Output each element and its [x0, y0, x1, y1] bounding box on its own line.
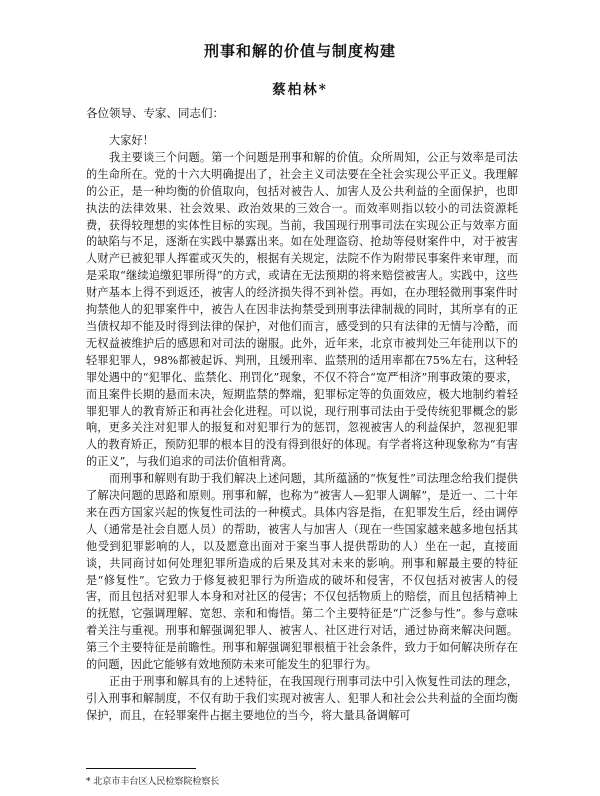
footnote-divider — [86, 768, 196, 769]
paragraph-introduction: 正由于刑事和解具有的上述特征，在我国现行刑事司法中引入恢复性司法的理念，引入刑事和解制度，不仅有助于我们实现对被害人、犯罪人和社会公共利益的全面均衡保护，而且，在轻罪案件占据主要地位的当今，将大量具备调解可 — [86, 675, 518, 722]
footnote: * 北京市丰台区人民检察院检察长 — [86, 777, 220, 787]
paragraph-greeting: 大家好！ — [109, 134, 154, 147]
paragraph-restorative: 而刑事和解则有助于我们解决上述问题，其所蕴涵的“恢复性”司法理念给我们提供了解决问题的思路和原则。刑事和解，也称为“被害人—犯罪人调解”，是近一、二十年来在西方国家兴起的恢复性司法的一种模式。具体内容是指，在犯罪发生后，经由调停人（通常是社会自愿人员）的帮助，被害人与加害人（现在一些国家越来越多地包括其他受到犯罪影响的人，以及愿意出面对于案当事人提供帮助的人）坐在一起，直接面谈，共同商讨如何处理犯罪所造成的后果及其对未来的影响。刑事和解最主要的特征是“修复性”。它致力于修复被犯罪行为所造成的破坏和侵害，不仅包括对被害人的侵害，而且包括对犯罪人本身和对社区的侵害；不仅包括物质上的赔偿，而且包括精神上的抚慰，它强调理解、宽恕、亲和和悔悟。第二个主要特征是“广泛参与性”。参与意味着关注与重视。刑事和解强调犯罪人、被害人、社区进行对话，通过协商来解决问题。第三个主要特征是前瞻性。刑事和解强调犯罪根植于社会条件，致力于如何解决所存在的问题，因此它能够有效地预防未来可能发生的犯罪行为。 — [86, 472, 518, 672]
article-body — [86, 133, 518, 725]
author-name: 蔡柏林* — [272, 82, 328, 98]
paragraph-value: 我主要谈三个问题。第一个问题是刑事和解的价值。众所周知，公正与效率是司法的生命所在。党的十六大明确提出了，社会主义司法要在全社会实现公平正义。我理解的公正，是一种均衡的价值取向，包括对被告人、加害人及公共利益的全面保护，也即执法的法律效果、社会效果、政治效果的三效合一。而效率则指以较小的司法资源耗费，获得较理想的实体性目标的实现。当前，我国现行刑事司法在实现公正与效率方面的缺陷与不足，逐渐在实践中暴露出来。如在处理盗窃、抢劫等侵财案件中，对于被害人财产已被犯罪人挥霍或灭失的，根据有关规定，法院不作为附带民事案件来审理，而是采取“继续追缴犯罪所得”的方式，或请在无法预期的将来赔偿被害人。实践中，这些财产基本上得不到返还，被害人的经济损失得不到补偿。再如，在办理轻微刑事案件时拘禁他人的犯罪案件中，被告人在因非法拘禁受到刑事法律制裁的同时，其所享有的正当债权却不能及时得到法律的保护，对他们而言，感受到的只有法律的无情与冷酷，而无权益被维护后的感恩和对司法的谢服。此外，近年来，北京市被判处三年徒刑以下的轻罪犯罪人，98%都被起诉、判刑，且缓刑率、监禁刑的适用率都在75%左右，这种轻罪处遇中的“犯罪化、监禁化、刑罚化”现象，不仅不符合“宽严相济”刑事政策的要求，而且案件长期的悬而未决，短期监禁的弊端，犯罪标定等的负面效应，极大地制约着轻罪犯罪人的教育矫正和再社会化进程。可以说，现行刑事司法由于受传统犯罪概念的影响，更多关注对犯罪人的报复和对犯罪行为的惩罚，忽视被害人的利益保护，忽视犯罪人的教育矫正，预防犯罪的根本目的没有得到很好的体现。有学者将这种现象称为“有害的正义”，与我们追求的司法价值相背离。 — [86, 150, 518, 469]
salutation: 各位领导、专家、同志们： — [86, 106, 224, 120]
article-title: 刑事和解的价值与制度构建 — [203, 42, 396, 60]
